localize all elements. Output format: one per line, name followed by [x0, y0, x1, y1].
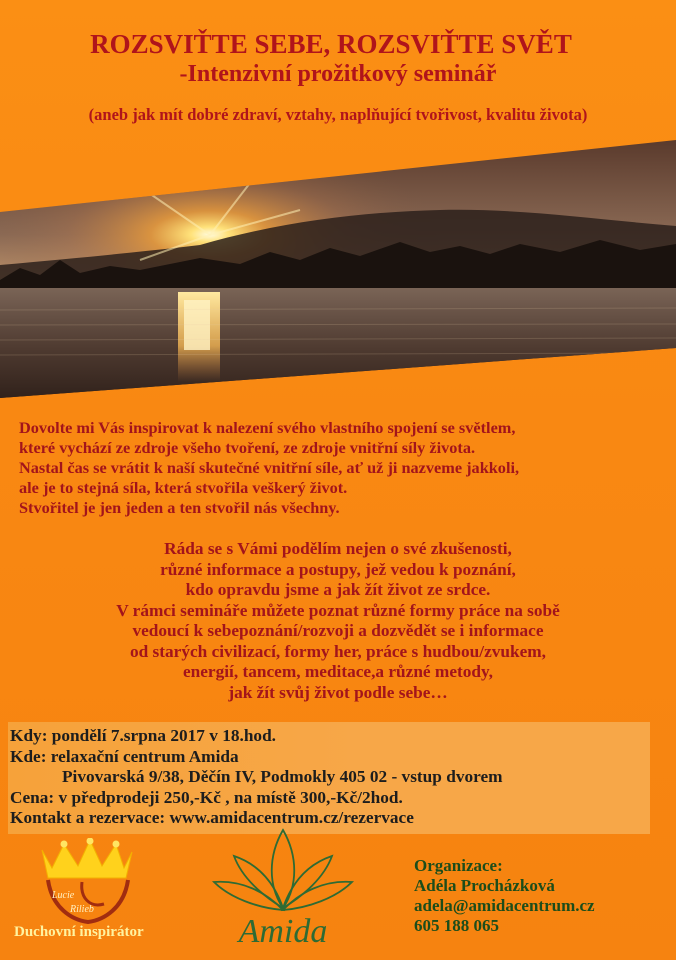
description-line: vedoucí k sebepoznání/rozvoji a dozvědět se i informace: [132, 621, 544, 640]
lucie-caption: Duchovní inspirátor: [14, 924, 144, 940]
organizer-block: [414, 856, 595, 936]
event-address: Pivovarská 9/38, Děčín IV, Podmokly 405 02 - vstup dvorem: [62, 767, 503, 786]
description-line: energií, tancem, meditace,a různé metody,: [182, 662, 494, 681]
page-tagline: (aneb jak mít dobré zdraví, vztahy, naplňující tvořivost, kvalitu života): [88, 105, 588, 124]
page-title: ROZSVIŤTE SEBE, ROZSVIŤTE SVĚT: [90, 29, 572, 59]
lucie-crown-logo: [28, 838, 138, 924]
organizer-phone[interactable]: 605 188 065: [414, 916, 499, 935]
svg-text:Lucie: Lucie: [52, 890, 75, 901]
event-contact-link[interactable]: Kontakt a rezervace: www.amidacentrum.cz/rezervace: [10, 808, 414, 827]
description-line: Ráda se s Vámi podělím nejen o své zkušenosti,: [164, 539, 512, 558]
description-line: různé informace a postupy, jež vedou k poznání,: [160, 559, 516, 579]
organizer-email[interactable]: adela@amidacentrum.cz: [414, 896, 595, 915]
description-line: V rámci semináře můžete poznat různé formy práce na sobě: [116, 600, 560, 620]
svg-text:Rilieb: Rilieb: [70, 904, 94, 915]
sunset-photo: [0, 140, 676, 410]
intro-line: Stvořitel je jen jeden a ten stvořil nás všechny.: [19, 498, 340, 517]
description-line: od starých civilizací, formy her, práce s hudbou/zvukem,: [129, 641, 546, 661]
page-subtitle: -Intenzivní prožitkový seminář: [179, 61, 497, 87]
amida-lotus-logo: [208, 826, 358, 954]
description-line: kdo opravdu jsme a jak žít život ze srdce.: [185, 580, 491, 599]
intro-line: ale je to stejná síla, která stvořila veškerý život.: [19, 478, 348, 497]
intro-paragraph: [19, 418, 674, 518]
intro-line: Dovolte mi Vás inspirovat k nalezení svého vlastního spojení se světlem,: [19, 418, 516, 437]
event-info: [10, 726, 650, 829]
event-date: Kdy: pondělí 7.srpna 2017 v 18.hod.: [10, 726, 277, 745]
organizer-label: Organizace:: [414, 856, 503, 875]
event-venue: Kde: relaxační centrum Amida: [10, 746, 239, 766]
description-paragraph: [0, 539, 676, 703]
intro-line: Nastal čas se vrátit k naší skutečné vnitřní síle, ať už ji nazveme jakkoli,: [19, 458, 520, 477]
organizer-name: Adéla Procházková: [414, 876, 555, 895]
header: [0, 28, 676, 125]
svg-text:Amida: Amida: [238, 913, 328, 950]
intro-line: které vychází ze zdroje všeho tvoření, ze zdroje vnitřní síly života.: [19, 438, 476, 457]
event-price: Cena: v předprodeji 250,-Kč , na místě 300,-Kč/2hod.: [10, 787, 403, 807]
description-line: jak žít svůj život podle sebe…: [228, 682, 448, 702]
